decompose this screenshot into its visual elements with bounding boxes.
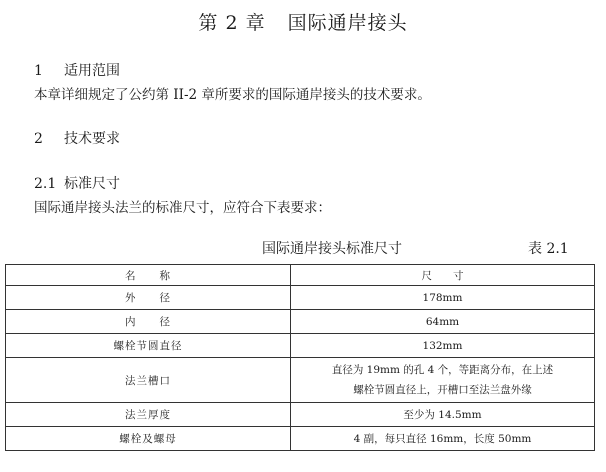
row-name: 螺栓节圆直径 (6, 334, 291, 358)
row-value: 178mm (291, 286, 595, 310)
section-heading-2 (34, 128, 120, 148)
section-number: 2 (34, 131, 43, 147)
chapter-title (0, 8, 606, 35)
row-value: 64mm (291, 310, 595, 334)
section-body-2-1: 国际通岸接头法兰的标准尺寸，应符合下表要求： (34, 200, 331, 216)
section-title: 技术要求 (64, 131, 120, 147)
table-caption: 国际通岸接头标准尺寸 (262, 241, 402, 257)
row-name: 内 径 (6, 310, 291, 334)
section-title: 适用范围 (64, 63, 120, 79)
section-body-1: 本章详细规定了公约第 II-2 章所要求的国际通岸接头的技术要求。 (34, 87, 431, 103)
table-row (6, 334, 595, 358)
section-title: 标准尺寸 (64, 176, 120, 192)
table-row (6, 427, 595, 451)
section-heading-1 (34, 60, 120, 80)
dimensions-table (5, 264, 595, 451)
row-value: 直径为 19mm 的孔 4 个，等距离分布，在上述螺栓节圆直径上，开槽口至法兰盘外缘 (291, 358, 595, 403)
table-number: 表 2.1 (528, 241, 569, 257)
row-name: 外 径 (6, 286, 291, 310)
row-name: 法兰槽口 (6, 358, 291, 403)
header-size: 尺 寸 (291, 265, 595, 286)
table-row (6, 310, 595, 334)
section-number: 2.1 (34, 176, 57, 192)
row-value: 4 副，每只直径 16mm，长度 50mm (291, 427, 595, 451)
table-header-row (6, 265, 595, 286)
row-value: 132mm (291, 334, 595, 358)
table-row (6, 358, 595, 403)
chapter-name: 国际通岸接头 (287, 12, 408, 34)
row-name: 螺栓及螺母 (6, 427, 291, 451)
row-name: 法兰厚度 (6, 403, 291, 427)
section-heading-2-1 (34, 173, 120, 193)
chapter-number: 第 2 章 (198, 12, 266, 34)
table-row (6, 403, 595, 427)
section-number: 1 (34, 63, 43, 79)
header-name: 名 称 (6, 265, 291, 286)
row-value: 至少为 14.5mm (291, 403, 595, 427)
table-row (6, 286, 595, 310)
